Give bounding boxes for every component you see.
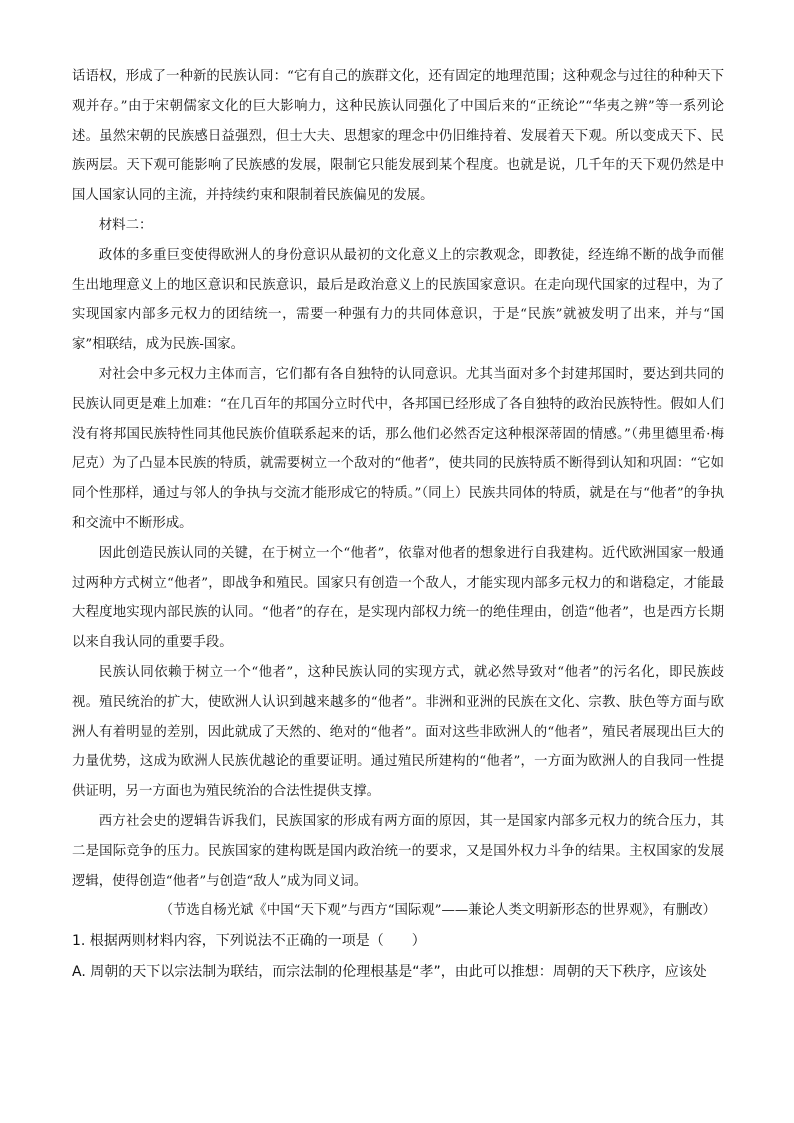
body-paragraph: 西方社会史的逻辑告诉我们，民族国家的形成有两方面的原因，其一是国家内部多元权力的统合压力，其二是国际竞争的压力。民族国家的建构既是国内政治统一的要求，又是国外权力斗争的结果。主权国家的发展逻辑，使得创造“他者”与创造“敌人”成为同义词。 xyxy=(72,813,724,889)
question-stem: 1. 根据两则材料内容，下列说法不正确的一项是（ ） xyxy=(72,933,426,950)
material-two-heading: 材料二： xyxy=(98,217,153,233)
document-page xyxy=(72,62,724,988)
body-paragraph: 对社会中多元权力主体而言，它们都有各自独特的认同意识。尤其当面对多个封建邦国时，要达到共同的民族认同更是难上加难：“在几百年的邦国分立时代中，各邦国已经形成了各自独特的政治民族特性。假如人们没有将邦国民族特性同其他民族价值联系起来的话，那么他们必然否定这种根深蒂固的情感。”（弗里德里希·梅尼克）为了凸显本民族的特质，就需要树立一个敌对的“他者”，使共同的民族特质不断得到认知和巩固：“它如同个性那样，通过与邻人的争执与交流才能形成它的特质。”（同上）民族共同体的特质，就是在与“他者”的争执和交流中不断形成。 xyxy=(72,366,724,531)
body-paragraph: 政体的多重巨变使得欧洲人的身份意识从最初的文化意义上的宗教观念，即教徒，经连绵不断的战争而催生出地理意义上的地区意识和民族意识，最后是政治意义上的民族国家意识。在走向现代国家的过程中，为了实现国家内部多元权力的团结统一，需要一种强有力的共同体意识，于是“民族”就被发明了出来，并与“国家”相联结，成为民族-国家。 xyxy=(72,247,724,353)
source-note: （节选自杨光斌《中国“天下观”与西方“国际观”——兼论人类文明新形态的世界观》，有删改） xyxy=(159,903,716,919)
body-paragraph: 话语权，形成了一种新的民族认同：“它有自己的族群文化，还有固定的地理范围；这种观念与过往的种种天下观并存。”由于宋朝儒家文化的巨大影响力，这种民族认同强化了中国后来的“正统论”“华夷之辨”等一系列论述。虽然宋朝的民族感日益强烈，但士大夫、思想家的理念中仍旧维持着、发展着天下观。所以变成天下、民族两层。天下观可能影响了民族感的发展，限制它只能发展到某个程度。也就是说，几千年的天下观仍然是中国人国家认同的主流，并持续约束和限制着民族偏见的发展。 xyxy=(72,69,724,204)
body-paragraph: 民族认同依赖于树立一个“他者”，这种民族认同的实现方式，就必然导致对“他者”的污名化，即民族歧视。殖民统治的扩大，使欧洲人认识到越来越多的“他者”。非洲和亚洲的民族在文化、宗教、肤色等方面与欧洲人有着明显的差别，因此就成了天然的、绝对的“他者”。面对这些非欧洲人的“他者”，殖民者展现出巨大的力量优势，这成为欧洲人民族优越论的重要证明。通过殖民所建构的“他者”，一方面为欧洲人的自我同一性提供证明，另一方面也为殖民统治的合法性提供支撑。 xyxy=(72,664,724,800)
body-paragraph: 因此创造民族认同的关键，在于树立一个“他者”，依靠对他者的想象进行自我建构。近代欧洲国家一般通过两种方式树立“他者”，即战争和殖民。国家只有创造一个敌人，才能实现内部多元权力的和谐稳定，才能最大程度地实现内部民族的认同。“他者”的存在，是实现内部权力统一的绝佳理由，创造“他者”，也是西方长期以来自我认同的重要手段。 xyxy=(72,545,724,651)
option-a: A. 周朝的天下以宗法制为联结，而宗法制的伦理根基是“孝”，由此可以推想：周朝的天下秩序，应该处 xyxy=(72,964,707,981)
